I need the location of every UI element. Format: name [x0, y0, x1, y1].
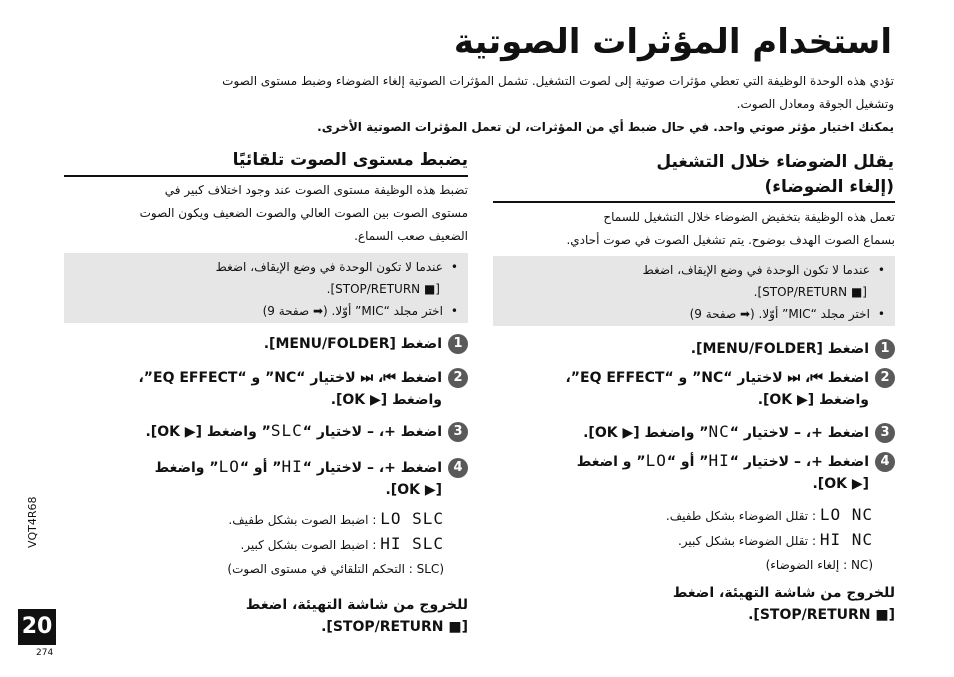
page-sub-number: 274	[36, 648, 54, 658]
right-description: تعمل هذه الوظيفة بتخفيض الضوضاء خلال التشغيل للسماح بسماع الصوت الهدف بوضوح. يتم تشغيل الصوت في صوت أحادي.	[566, 210, 895, 247]
left-exit-instruction: للخروج من شاشة التهيئة، اضغط [■ STOP/RETURN].	[245, 597, 468, 635]
intro-line-2: وتشغيل الجوقة ومعادل الصوت.	[736, 97, 894, 111]
lcd-display: HI	[281, 457, 303, 476]
model-code: VQT4R68	[26, 496, 39, 548]
step-number: 4	[448, 458, 468, 478]
right-prereq-box: • عندما لا تكون الوحدة في وضع الإيقاف، اضغط [■ STOP/RETURN]. • اختر مجلد “MIC” أوّلا. (➡ صفحة 9)	[493, 256, 895, 326]
left-heading: يضبط مستوى الصوت تلقائيًا	[232, 150, 468, 170]
right-step-2: 2اضغط ⏮، ⏭ لاختيار “NC” و “EQ EFFECT”، واضغط [▶ OK].	[493, 367, 895, 411]
left-divider	[64, 175, 468, 177]
right-step-1: 1اضغط [MENU/FOLDER].	[493, 338, 895, 360]
step-number: 1	[448, 334, 468, 354]
step-number: 2	[448, 368, 468, 388]
left-step-1: 1اضغط [MENU/FOLDER].	[64, 333, 468, 355]
left-prereq-box: • عندما لا تكون الوحدة في وضع الإيقاف، اضغط [■ STOP/RETURN]. • اختر مجلد “MIC” أوّلا. (➡ صفحة 9)	[64, 253, 468, 323]
lcd-display: LO	[218, 457, 240, 476]
left-step-2: 2اضغط ⏮، ⏭ لاختيار “NC” و “EQ EFFECT”، واضغط [▶ OK].	[64, 367, 468, 411]
right-step-4: 4اضغط +، – لاختيار “HI” أو “LO” و اضغط [▶ OK].	[493, 450, 895, 495]
step-number: 3	[875, 423, 895, 443]
right-notes: LO NC : تقلل الضوضاء بشكل طفيف. HI NC : تقلل الضوضاء بشكل كبير. (NC : إلغاء الضوضاء)	[665, 505, 873, 572]
left-notes: LO SLC : اضبط الصوت بشكل طفيف. HI SLC : اضبط الصوت بشكل كبير. (SLC : التحكم التلقائي في مستوى الصوت)	[227, 509, 444, 576]
step-number: 3	[448, 422, 468, 442]
page-number: 20	[18, 609, 56, 645]
intro-note: يمكنك اختيار مؤثر صوتي واحد. في حال ضبط أي من المؤثرات، لن تعمل المؤثرات الصوتية الأخرى.	[317, 120, 894, 134]
lcd-display: LO	[645, 451, 667, 470]
left-description: تضبط هذه الوظيفة مستوى الصوت عند وجود اختلاف كبير في مستوى الصوت بين الصوت العالي والصوت الضعيف ويكون الصوت الضعيف صعب السماع.	[139, 183, 468, 243]
right-heading: يقلل الضوضاء خلال التشغيل (إلغاء الضوضاء)	[656, 152, 894, 197]
lcd-display: SLC	[270, 421, 303, 440]
intro-line-1: تؤدي هذه الوحدة الوظيفة التي تعطي مؤثرات صوتية إلى لصوت التشغيل. تشمل المؤثرات الصوتية إلغاء الضوضاء وضبط مستوى الصوت	[222, 74, 894, 88]
left-step-4: 4اضغط +، – لاختيار “HI” أو “LO” واضغط [▶ OK].	[64, 456, 468, 501]
left-step-3: 3اضغط +، – لاختيار “SLC” واضغط [▶ OK].	[64, 420, 468, 443]
lcd-display: HI	[708, 451, 730, 470]
right-divider	[493, 201, 895, 203]
page-title: استخدام المؤثرات الصوتية	[453, 22, 892, 62]
right-exit-instruction: للخروج من شاشة التهيئة، اضغط [■ STOP/RETURN].	[672, 585, 895, 623]
step-number: 4	[875, 452, 895, 472]
right-step-3: 3اضغط +، – لاختيار “NC” واضغط [▶ OK].	[493, 421, 895, 444]
step-number: 2	[875, 368, 895, 388]
step-number: 1	[875, 339, 895, 359]
lcd-display: NC	[708, 422, 730, 441]
